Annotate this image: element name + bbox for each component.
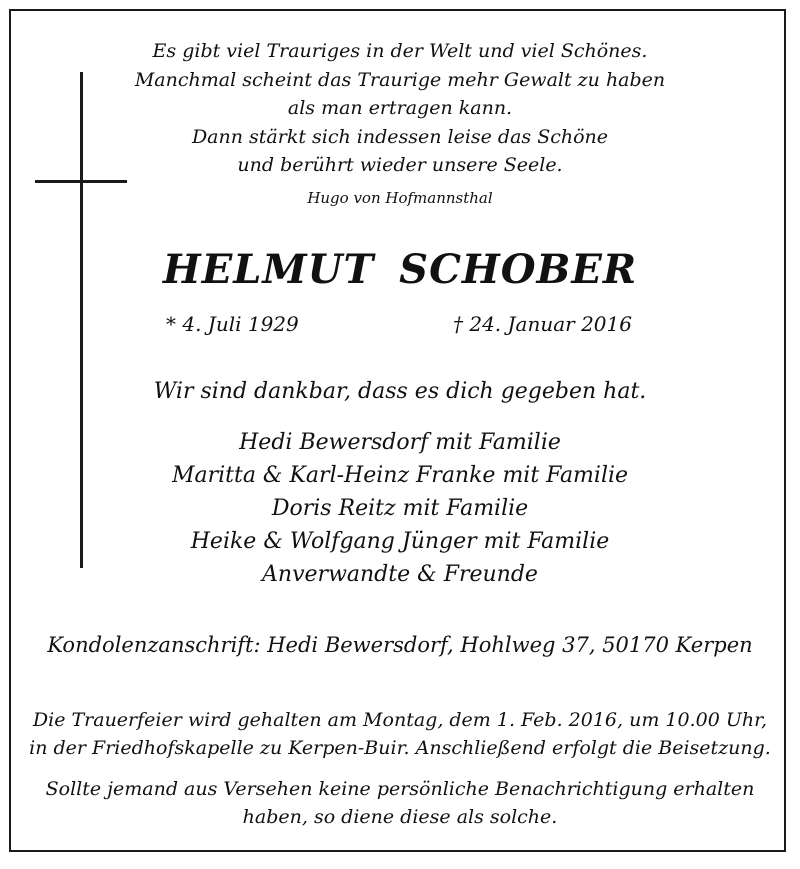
poem-line: als man ertragen kann. bbox=[287, 97, 513, 119]
family-list bbox=[0, 426, 800, 591]
deceased-name: HELMUT SCHOBER bbox=[162, 246, 638, 293]
poem-quote bbox=[0, 37, 800, 180]
family-member: Maritta & Karl-Heinz Franke mit Familie bbox=[171, 463, 629, 488]
family-member: Anverwandte & Freunde bbox=[262, 562, 538, 587]
poem-line: und berührt wieder unsere Seele. bbox=[237, 154, 563, 176]
birth-date: * 4. Juli 1929 bbox=[166, 312, 299, 336]
condolence-address: Kondolenzanschrift: Hedi Bewersdorf, Hohlweg 37, 50170 Kerpen bbox=[47, 633, 753, 657]
service-line: Die Trauerfeier wird gehalten am Montag, dem 1. Feb. 2016, um 10.00 Uhr, bbox=[32, 709, 768, 731]
thanks-line: Wir sind dankbar, dass es dich gegeben hat. bbox=[153, 379, 647, 404]
service-line: in der Friedhofskapelle zu Kerpen-Buir. Anschließend erfolgt die Beisetzung. bbox=[29, 737, 771, 759]
family-member: Heike & Wolfgang Jünger mit Familie bbox=[190, 529, 610, 554]
notification-notice bbox=[0, 775, 800, 831]
poem-line: Es gibt viel Trauriges in der Welt und viel Schönes. bbox=[152, 40, 648, 62]
poem-line: Manchmal scheint das Traurige mehr Gewalt zu haben bbox=[134, 68, 666, 91]
poem-line: Dann stärkt sich indessen leise das Schöne bbox=[191, 125, 609, 148]
cross-horizontal-bar bbox=[35, 180, 127, 183]
death-date: † 24. Januar 2016 bbox=[453, 312, 632, 336]
notice-line: Sollte jemand aus Versehen keine persönliche Benachrichtigung erhalten bbox=[45, 778, 755, 800]
notice-line: haben, so diene diese als solche. bbox=[242, 806, 558, 828]
poem-author: Hugo von Hofmannsthal bbox=[307, 189, 493, 207]
funeral-service-info bbox=[0, 706, 800, 762]
family-member: Doris Reitz mit Familie bbox=[271, 496, 529, 521]
family-member: Hedi Bewersdorf mit Familie bbox=[239, 430, 561, 455]
